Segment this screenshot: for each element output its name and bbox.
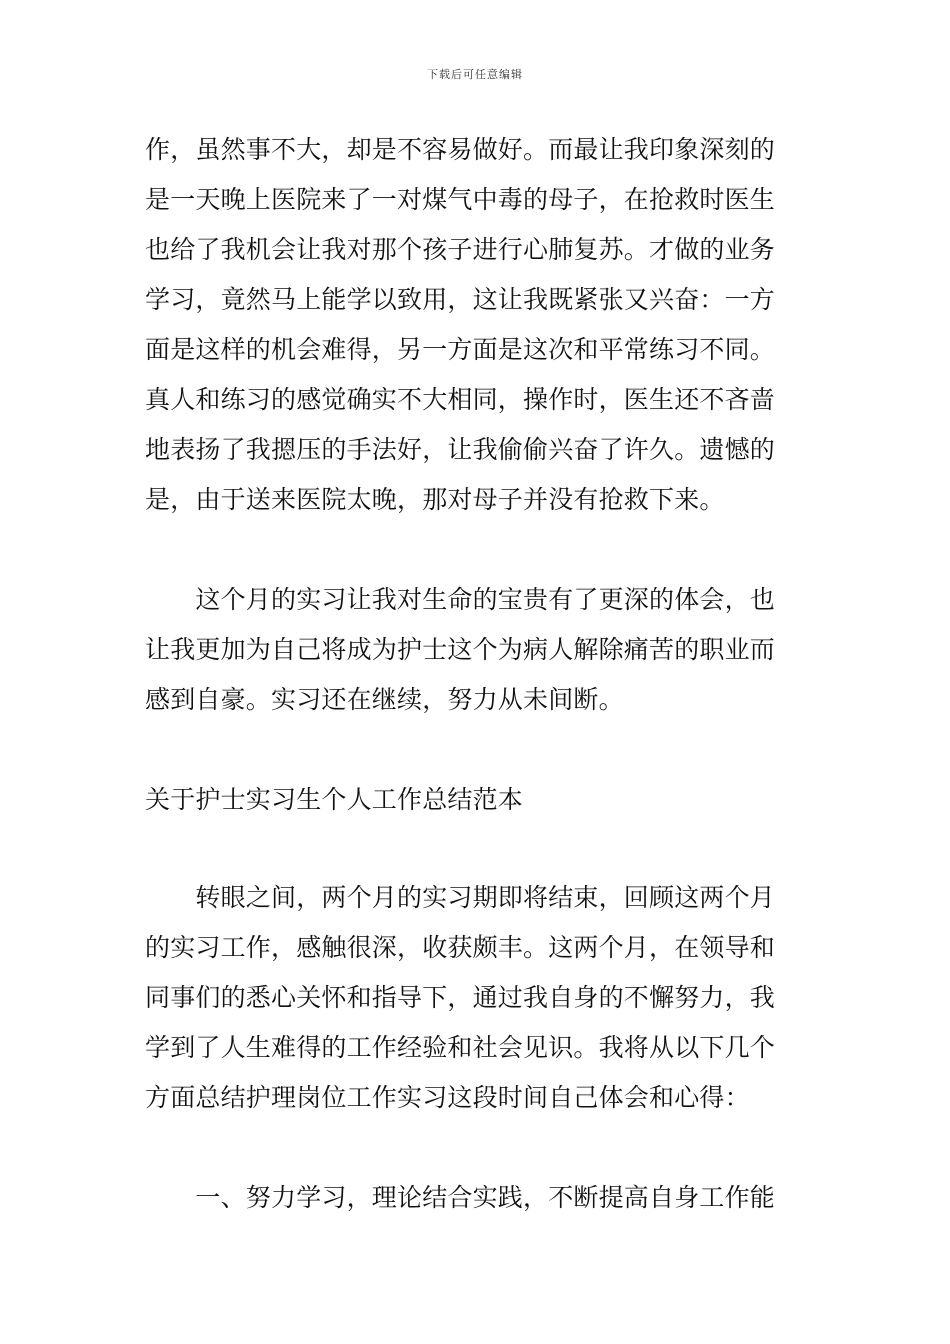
page-header: 下载后可任意编辑 [427,68,523,81]
text-line: 感到自豪。实习还在继续，努力从未间断。 [145,685,624,714]
text-line: 学到了人生难得的工作经验和社会见识。我将从以下几个 [145,1033,776,1062]
text-line: 真人和练习的感觉确实不大相同，操作时，医生还不吝啬 [145,385,776,414]
text-line: 地表扬了我摁压的手法好，让我偷偷兴奋了许久。遗憾的 [145,435,776,464]
text-line: 让我更加为自己将成为护士这个为病人解除痛苦的职业而 [145,635,776,664]
text-line: 也给了我机会让我对那个孩子进行心肺复苏。才做的业务 [145,235,776,264]
text-line: 方面总结护理岗位工作实习这段时间自己体会和心得： [145,1083,750,1112]
text-line: 的实习工作，感触很深，收获颇丰。这两个月，在领导和 [145,933,776,962]
text-line: 是，由于送来医院太晚，那对母子并没有抢救下来。 [145,485,725,514]
text-line: 转眼之间，两个月的实习期即将结束，回顾这两个月 [145,883,776,912]
section-title: 关于护士实习生个人工作总结范本 [145,785,524,814]
text-line: 一、努力学习，理论结合实践，不断提高自身工作能 [145,1183,776,1212]
text-line: 面是这样的机会难得，另一方面是这次和平常练习不同。 [145,335,776,364]
text-line: 这个月的实习让我对生命的宝贵有了更深的体会，也 [145,585,776,614]
text-line: 作，虽然事不大，却是不容易做好。而最让我印象深刻的 [145,135,776,164]
text-line: 同事们的悉心关怀和指导下，通过我自身的不懈努力，我 [145,983,776,1012]
text-line: 是一天晚上医院来了一对煤气中毒的母子，在抢救时医生 [145,185,776,214]
text-line: 学习，竟然马上能学以致用，这让我既紧张又兴奋：一方 [145,285,776,314]
